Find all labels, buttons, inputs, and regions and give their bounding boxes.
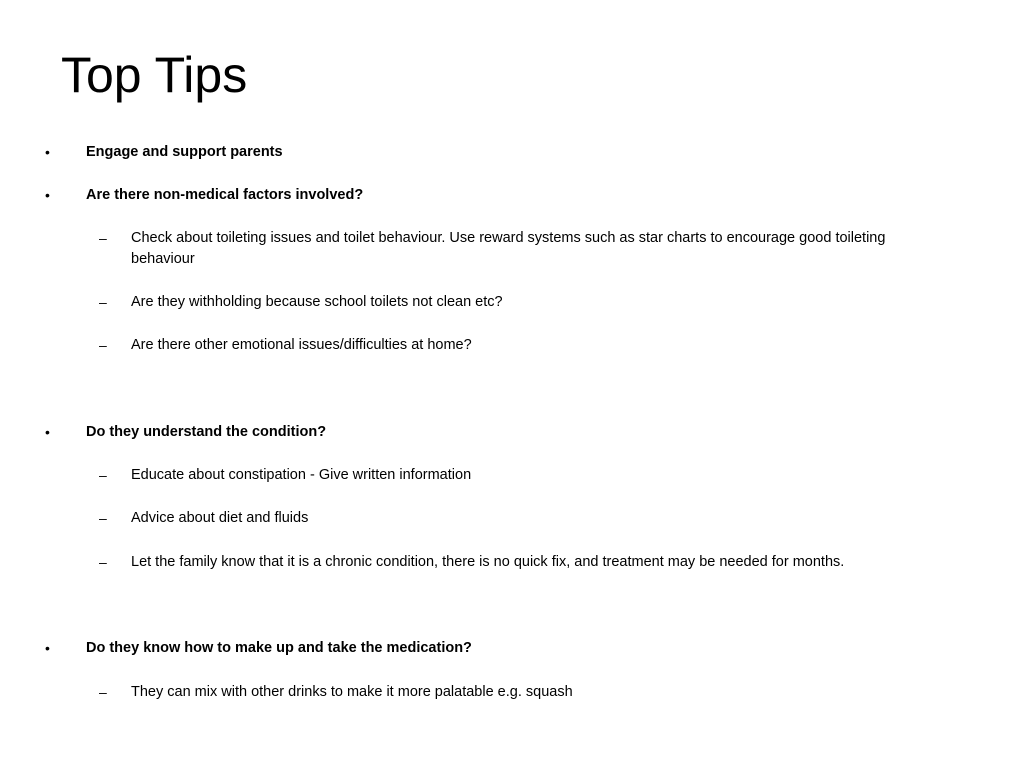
subitem-educate-constipation: Educate about constipation - Give written information	[131, 467, 472, 483]
dash-marker: –	[99, 294, 107, 310]
bullet-item-engage-parents: Engage and support parents	[86, 144, 283, 160]
subitem-chronic-condition: Let the family know that it is a chronic condition, there is no quick fix, and treatment may be needed for months.	[131, 554, 845, 570]
subitem-withholding: Are they withholding because school toilets not clean etc?	[131, 294, 503, 310]
bullet-marker: •	[45, 187, 50, 203]
subitem-toileting-issues: Check about toileting issues and toilet behaviour. Use reward systems such as star charts to encourage good toileting behaviour	[131, 230, 886, 267]
bullet-marker: •	[45, 424, 50, 440]
subitem-diet-fluids: Advice about diet and fluids	[131, 510, 309, 526]
dash-marker: –	[99, 554, 107, 570]
dash-marker: –	[99, 684, 107, 700]
subitem-mix-drinks: They can mix with other drinks to make it more palatable e.g. squash	[131, 684, 573, 700]
dash-marker: –	[99, 510, 107, 526]
bullet-item-medication: Do they know how to make up and take the medication?	[86, 640, 472, 656]
bullet-item-non-medical-factors: Are there non-medical factors involved?	[86, 187, 364, 203]
bullet-item-understand-condition: Do they understand the condition?	[86, 424, 327, 440]
dash-marker: –	[99, 467, 107, 483]
dash-marker: –	[99, 337, 107, 353]
dash-marker: –	[99, 230, 107, 246]
bullet-marker: •	[45, 640, 50, 656]
subitem-emotional-issues: Are there other emotional issues/difficulties at home?	[131, 337, 472, 353]
bullet-marker: •	[45, 144, 50, 160]
slide-title: Top Tips	[61, 47, 248, 103]
